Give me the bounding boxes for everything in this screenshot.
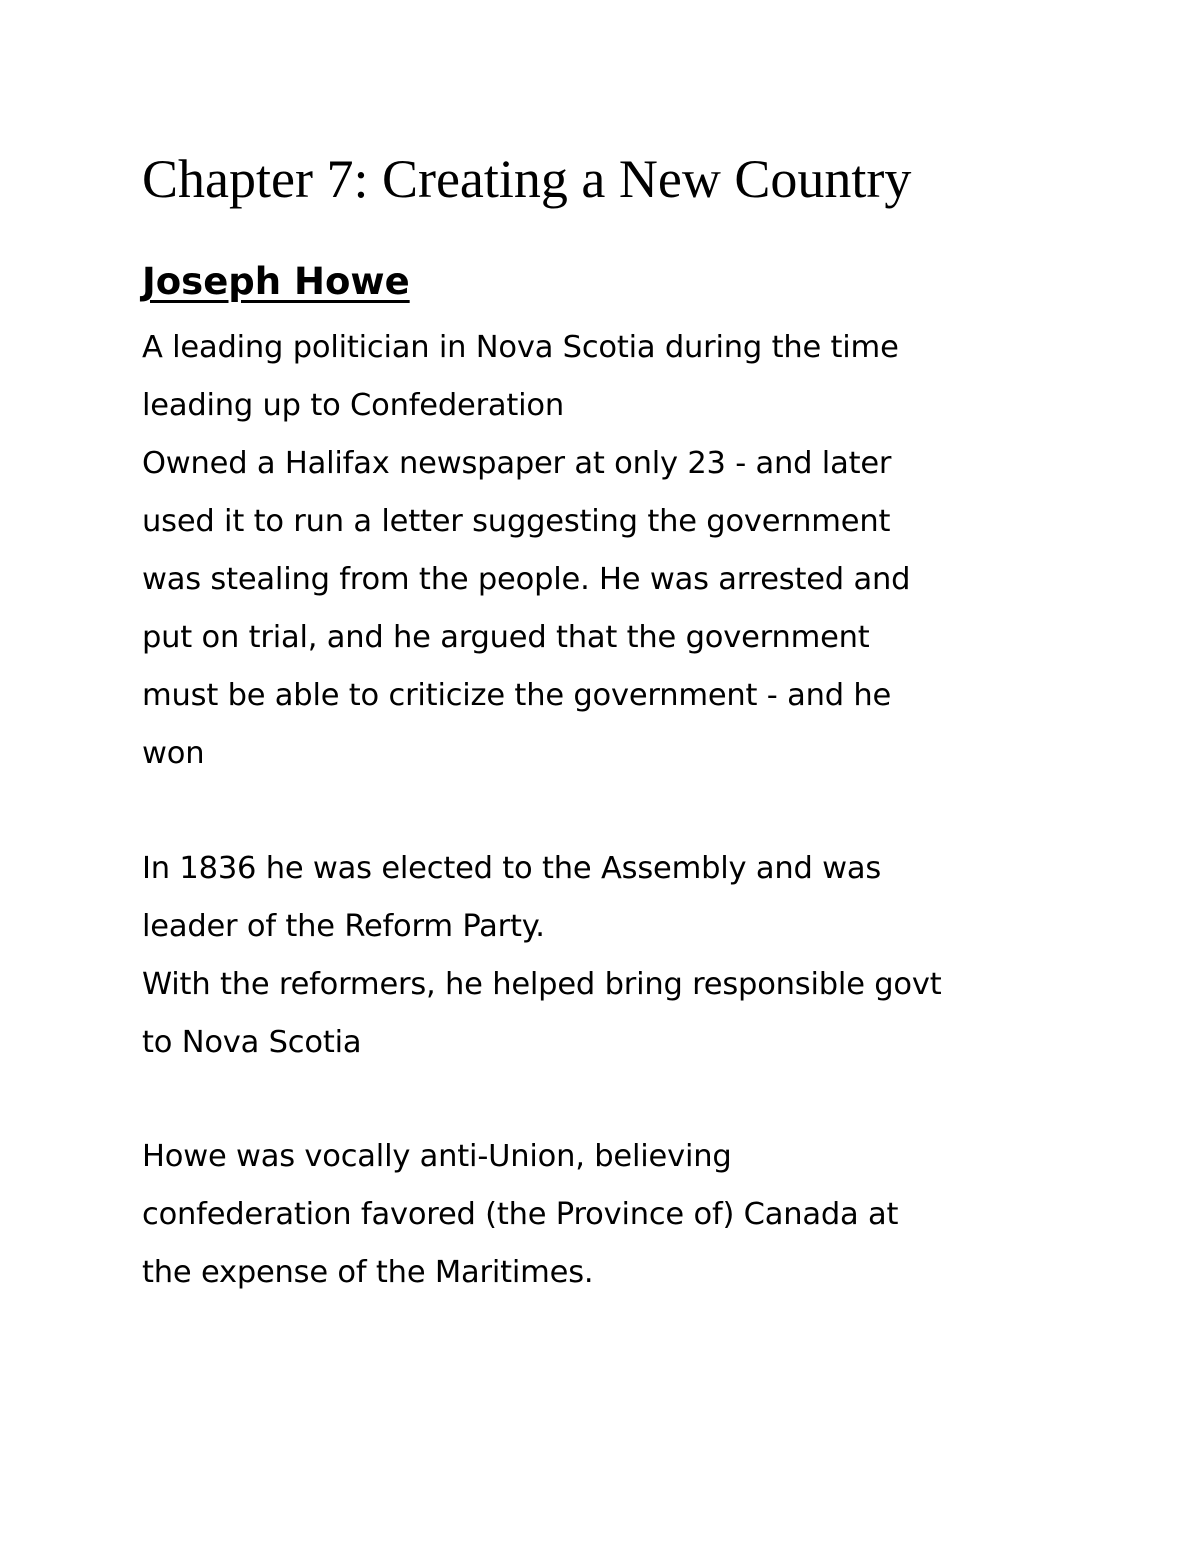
body-line: With the reformers, he helped bring responsible govt — [142, 967, 942, 1002]
page-title: Chapter 7: Creating a New Country — [142, 149, 912, 209]
body-line: the expense of the Maritimes. — [142, 1255, 594, 1290]
body-line: was stealing from the people. He was arrested and — [142, 562, 911, 597]
body-line: leader of the Reform Party. — [142, 909, 545, 944]
body-line: must be able to criticize the government - and he — [142, 678, 892, 713]
body-line: Owned a Halifax newspaper at only 23 - and later — [142, 446, 892, 481]
section-heading: Joseph Howe — [142, 260, 410, 303]
body-line: to Nova Scotia — [142, 1025, 362, 1060]
body-line: Howe was vocally anti-Union, believing — [142, 1139, 732, 1174]
body-line: used it to run a letter suggesting the government — [142, 504, 891, 539]
body-line: leading up to Confederation — [142, 388, 565, 423]
body-line: A leading politician in Nova Scotia during the time — [142, 330, 899, 365]
body-line: In 1836 he was elected to the Assembly and was — [142, 851, 882, 886]
body-line: won — [142, 736, 205, 771]
body-line: confederation favored (the Province of) Canada at — [142, 1197, 899, 1232]
body-line: put on trial, and he argued that the government — [142, 620, 870, 655]
